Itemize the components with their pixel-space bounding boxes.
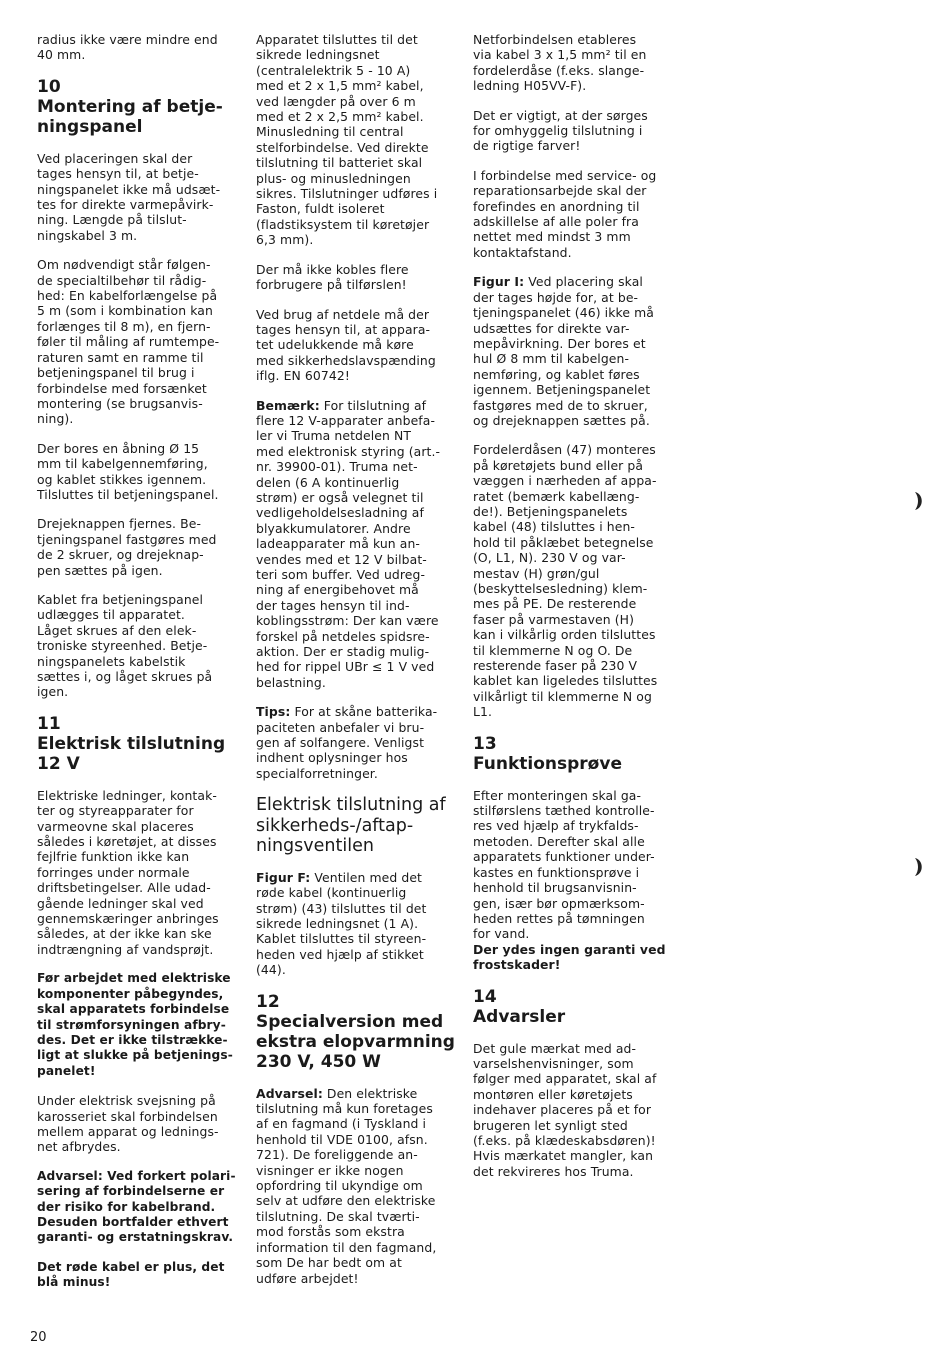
paragraph-text: Efter monteringen skal ga- stilførslens tæthed kontrolle- res ved hjælp af trykfalds- metoden. Derefter skal alle apparatets funktioner under- kastes en funktionsprøve i henhold til brugsanvisnin- gen, især bør opmærksom- heden rettes på tømningen for vand. <box>473 787 655 942</box>
paragraph: Det gule mærkat med ad- varselshenvisninger, som følger med apparatet, skal af montøren eller køretøjets indehaver placeres på et for brugeren let synligt sted (f.eks. på klædeskabsdøren)! Hvis mærkatet mangler, kan det rekvireres hos Truma. <box>473 1040 657 1179</box>
column-middle <box>256 32 456 1300</box>
paragraph: Ved placeringen skal der tages hensyn til, at betje- ningspanelet ikke må udsæt- tes for direkte varmepåvirk- ning. Længde på tilslut- ningskabel 3 m. <box>37 150 221 243</box>
paragraph: Ved brug af netdele må der tages hensyn til, at appara- tet udelukkende må køre med sikkerhedslavspænding iflg. EN 60742! <box>256 306 436 384</box>
section-13-heading: 13 Funktionsprøve <box>473 733 622 774</box>
paragraph: Der må ikke kobles flere forbrugere på tilførslen! <box>256 261 409 293</box>
figure-label: Figur F: <box>256 869 311 885</box>
figure-text: Ved placering skal der tages højde for, at be- tjeningspanelet (46) ikke må udsættes for direkte var- mepåvirkning. Der bores et hul Ø 8 mm til kabelgen- nemføring, og kablet føres igennem. Betjeningspanelet fastgøres med de to skruer, og drejeknappen sættes på. <box>473 274 654 428</box>
column-right <box>473 32 685 1193</box>
tips-text: For at skåne batterika- paciteten anbefaler vi bru- gen af solfangere. Venligst indhent oplysninger hos specialforretninger. <box>256 704 438 781</box>
paragraph: Der bores en åbning Ø 15 mm til kabelgennemføring, og kablet stikkes igennem. Tilsluttes til betjeningspanel. <box>37 440 219 502</box>
subsection-heading: Elektrisk tilslutning af sikkerheds-/aftap- ningsventilen <box>256 795 446 857</box>
margin-marker-icon <box>912 490 926 512</box>
figure-text: Ventilen med det røde kabel (kontinuerlig strøm) (43) tilsluttes til det sikrede ledningsnet (1 A). Kablet tilsluttes til styreen- heden ved hjælp af stikket (44). <box>256 869 427 978</box>
paragraph-intro: radius ikke være mindre end 40 mm. <box>37 32 218 63</box>
margin-marker-icon <box>912 856 926 878</box>
figure-label: Figur I: <box>473 274 525 290</box>
warning-label: Advarsel: <box>256 1085 323 1101</box>
section-12-heading: 12 Specialversion med ekstra elopvarmning 230 V, 450 W <box>256 991 455 1072</box>
warranty-note: Der ydes ingen garanti ved frostskader! <box>473 941 666 973</box>
paragraph: Apparatet tilsluttes til det sikrede ledningsnet (centralelektrik 5 - 10 A) med et 2 x 1,5 mm² kabel, ved længder på over 6 m med et 2 x 2,5 mm² kabel. Minusledning til central stelforbindelse. Ved direkte tilslutning til batteriet skal plus- og minusledningen sikres. Tilslutninger udføres i Faston, fuldt isoleret (fladstiksystem til køretøjer 6,3 mm). <box>256 32 438 248</box>
paragraph: Om nødvendigt står følgen- de specialtilbehør til rådig- hed: En kabelforlængelse på 5 m (som i kombination kan forlænges til 8 m), en fjern- føler til måling af rumtempe- raturen samt en ramme til betjeningspanel til brug i forbindelse med forsænket montering (se brugsanvis- ning). <box>37 257 220 427</box>
note-paragraph <box>256 398 456 691</box>
page-number: 20 <box>30 1330 47 1345</box>
paragraph: Det er vigtigt, at der sørges for omhyggelig tilslutning i de rigtige farver! <box>473 107 648 154</box>
warning-paragraph: Advarsel: Ved forkert polari- sering af forbindelserne er der risiko for kabelbrand. Desuden bortfalder ethvert garanti- og erstatningskrav. <box>37 1168 236 1245</box>
paragraph: Under elektrisk svejsning på karosseriet skal forbindelsen mellem apparat og lednings- net afbrydes. <box>37 1093 219 1155</box>
warning-paragraph: Før arbejdet med elektriske komponenter påbegyndes, skal apparatets forbindelse til strømforsyningen afbry- des. Det er ikke tilstrække- ligt at slukke på betjenings- panelet! <box>37 971 233 1078</box>
warning-paragraph <box>256 1086 456 1286</box>
paragraph: Netforbindelsen etableres via kabel 3 x 1,5 mm² til en fordelerdåse (f.eks. slange- ledning H05VV-F). <box>473 32 647 94</box>
section-10-heading: 10 Montering af betje- ningspanel <box>37 76 223 137</box>
paragraph: Fordelerdåsen (47) monteres på køretøjets bund eller på væggen i nærheden af appa- ratet (bemærk kabellæng- de!). Betjeningspanelets kabel (48) tilsluttes i hen- hold til påklæbet betegnelse (O, L1, N). 230 V og var- mestav (H) grøn/gul (beskyttelsesledning) klem- mes på PE. De resterende faser på varmestaven (H) kan i vilkårlig orden tilsluttes til klemmerne N og O. De resterende faser på 230 V kablet kan ligeledes tilsluttes vilkårligt til klemmerne N og L1. <box>473 442 658 720</box>
figure-paragraph <box>256 870 456 978</box>
section-11-heading: 11 Elektrisk tilslutning 12 V <box>37 713 226 774</box>
warning-paragraph: Det røde kabel er plus, det blå minus! <box>37 1259 225 1290</box>
paragraph: I forbindelse med service- og reparationsarbejde skal der forefindes en anordning til adskillelse af alle poler fra nettet med mindst 3 mm kontaktafstand. <box>473 167 657 260</box>
tips-label: Tips: <box>256 704 291 720</box>
column-left <box>37 32 237 1305</box>
figure-paragraph <box>473 274 685 428</box>
note-label: Bemærk: <box>256 397 320 413</box>
warning-text: Den elektriske tilslutning må kun foretages af en fagmand (i Tyskland i henhold til VDE 0100, afsn. 721). De foreliggende an- visninger er ikke nogen opfordring til ukyndige om selv at udføre den elektriske tilslutning. De skal tværti- mod forstås som ekstra information til den fagmand, som De har bedt om at udføre arbejdet! <box>256 1085 437 1286</box>
paragraph: Kablet fra betjeningspanel udlægges til apparatet. Låget skrues af den elek- troniske styreenhed. Betje- ningspanelets kabelstik sættes i, og låget skrues på igen. <box>37 591 213 700</box>
paragraph <box>473 788 685 973</box>
paragraph: Elektriske ledninger, kontak- ter og styreapparater for varmeovne skal placeres således i køretøjet, at disses fejlfrie funktion ikke kan forringes under normale driftsbetingelser. Alle udad- gående ledninger skal ved gennemskæringer anbringes således, at der ikke kan ske indtrængning af vandsprøjt. <box>37 787 219 957</box>
paragraph: Drejeknappen fjernes. Be- tjeningspanel fastgøres med de 2 skruer, og drejeknap- pen sættes på igen. <box>37 516 217 578</box>
note-text: For tilslutning af flere 12 V-apparater anbefa- ler vi Truma netdelen NT med elektronisk styring (art.- nr. 39900-01). Truma net- delen (6 A kontinuerlig strøm) er også velegnet til vedligeholdelsesladning af blyakkumulatorer. Andre ladeapparater må kun an- vendes med et 12 V bilbat- teri som buffer. Ved udreg- ning af energibehovet må der tages hensyn til ind- koblingsstrøm: Der kan være forskel på netdeles spidsre- aktion. Der er stadig mulig- hed for rippel UBr ≤ 1 V ved belastning. <box>256 397 441 690</box>
section-14-heading: 14 Advarsler <box>473 986 566 1027</box>
tips-paragraph <box>256 704 456 781</box>
